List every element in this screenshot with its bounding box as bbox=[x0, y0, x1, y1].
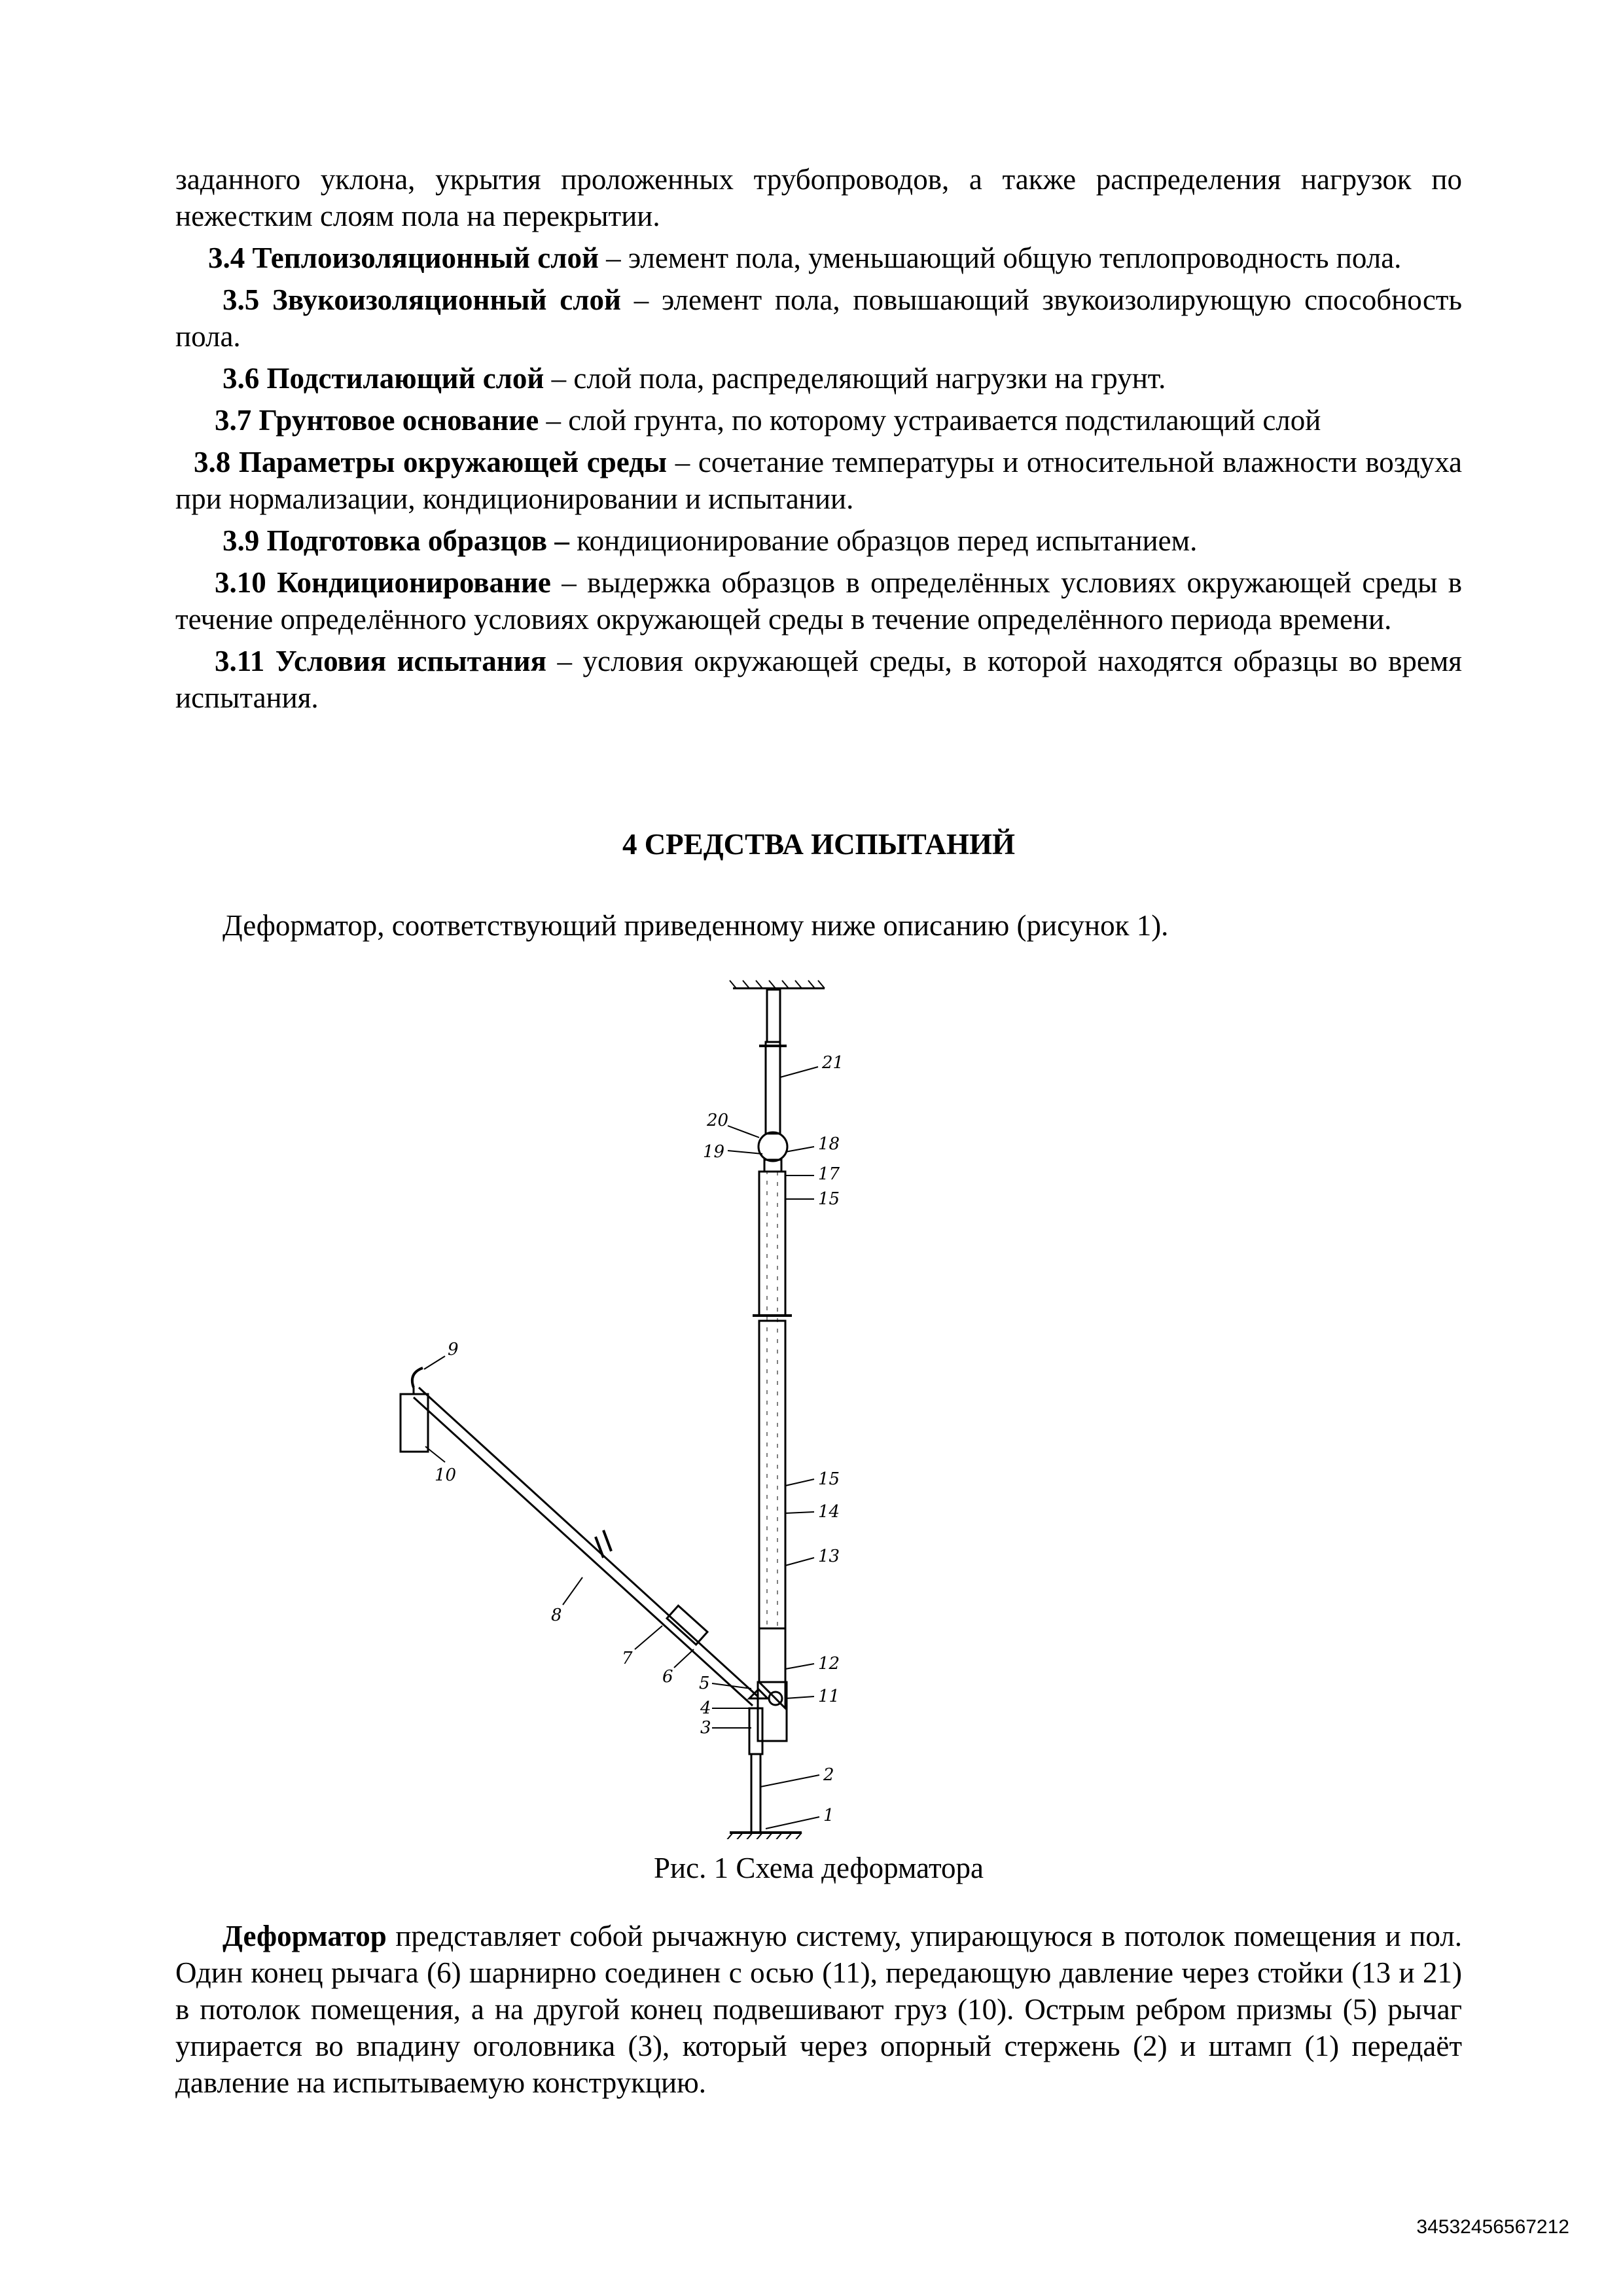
weight-10 bbox=[401, 1394, 428, 1452]
lever-break bbox=[596, 1537, 603, 1558]
term-3-11: 3.11 Условия испытания bbox=[215, 645, 546, 677]
term-3-6: 3.6 Подстилающий слой bbox=[223, 362, 544, 395]
term-3-9: 3.9 Подготовка образцов – bbox=[223, 524, 569, 557]
label-2: 2 bbox=[823, 1765, 834, 1785]
leader-18 bbox=[785, 1147, 814, 1152]
definition-3-9 bbox=[175, 522, 1462, 559]
definition-3-11 bbox=[175, 643, 1462, 716]
description-text: представляет собой рычажную систему, упирающуюся в потолок помещения и пол. Один конец рычага (6) шарнирно соединен с осью (11), передающую давление через стойки (13 и 21) в потолок помещения, а на другой конец подвешивают груз (10). Острым ребром призмы (5) рычаг упирается во впадину оголовника (3), который через опорный стержень (2) и штамп (1) передаёт давление на испытываемую конструкцию. bbox=[175, 1920, 1462, 2099]
lever-bottom-edge bbox=[414, 1397, 753, 1706]
label-7: 7 bbox=[622, 1649, 633, 1668]
definition-3-11-text: – условия окружающей среды, в которой находятся образцы во время испытания. bbox=[175, 645, 1462, 714]
description-paragraph bbox=[175, 1918, 1462, 2101]
hook-9 bbox=[412, 1368, 423, 1388]
definition-3-5-text: – элемент пола, повышающий звукоизолирующую способность пола. bbox=[175, 283, 1462, 353]
lever-top-edge bbox=[419, 1388, 758, 1696]
head-3 bbox=[749, 1708, 762, 1754]
label-16: 15 bbox=[818, 1189, 840, 1209]
stand-21 bbox=[766, 1042, 780, 1134]
definition-3-8-text: – сочетание температуры и относительной влажности воздуха при нормализации, кондиционировании и испытании. bbox=[175, 446, 1462, 515]
leader-14 bbox=[785, 1512, 814, 1513]
section-intro: Деформатор, соответствующий приведенному ниже описанию (рисунок 1). bbox=[223, 909, 1169, 942]
label-6: 6 bbox=[662, 1667, 673, 1687]
slider-7 bbox=[667, 1605, 707, 1644]
leader-10 bbox=[425, 1446, 445, 1462]
leader-12 bbox=[785, 1664, 814, 1669]
label-15: 15 bbox=[818, 1469, 840, 1489]
description-section bbox=[175, 1918, 1462, 2101]
section-heading: 4 СРЕДСТВА ИСПЫТАНИЙ bbox=[622, 828, 1016, 861]
label-17: 17 bbox=[818, 1164, 840, 1184]
definition-3-6-text: – слой пола, распределяющий нагрузки на грунт. bbox=[544, 362, 1166, 395]
tube-filling-14 bbox=[767, 1172, 777, 1628]
definition-3-5 bbox=[175, 281, 1462, 355]
label-4: 4 bbox=[700, 1698, 711, 1718]
definition-3-9-text: кондиционирование образцов перед испытанием. bbox=[569, 524, 1198, 557]
tube-13 bbox=[759, 1321, 785, 1628]
hinge-joint bbox=[758, 1132, 787, 1161]
leader-1 bbox=[766, 1817, 819, 1829]
term-3-7: 3.7 Грунтовое основание bbox=[215, 404, 539, 437]
leader-11 bbox=[785, 1696, 814, 1698]
label-8: 8 bbox=[551, 1605, 562, 1625]
definition-3-4 bbox=[175, 240, 1462, 276]
label-12: 12 bbox=[818, 1654, 840, 1674]
rod-2 bbox=[751, 1754, 760, 1833]
leader-6 bbox=[674, 1649, 694, 1668]
deformator-schematic bbox=[366, 969, 955, 1839]
definition-3-7-text: – слой грунта, по которому устраивается подстилающий слой bbox=[539, 404, 1321, 437]
leader-13 bbox=[785, 1558, 814, 1566]
label-13: 13 bbox=[818, 1547, 840, 1566]
lever-break-2 bbox=[603, 1530, 611, 1551]
label-20: 20 bbox=[707, 1111, 729, 1130]
term-deformator: Деформатор bbox=[223, 1920, 387, 1952]
definitions-section bbox=[175, 161, 1462, 716]
leader-21 bbox=[780, 1067, 818, 1077]
definition-3-10 bbox=[175, 564, 1462, 637]
label-9: 9 bbox=[448, 1340, 459, 1359]
paragraph-continuation: заданного уклона, укрытия проложенных трубопроводов, а также распределения нагрузок по нежестким слоям пола на перекрытии. bbox=[175, 163, 1462, 232]
definition-3-7 bbox=[175, 402, 1462, 439]
upper-mount bbox=[767, 990, 780, 1042]
deformator-figure bbox=[366, 969, 955, 1839]
leader-8 bbox=[563, 1577, 582, 1605]
figure-caption: Рис. 1 Схема деформатора bbox=[653, 1852, 984, 1884]
label-5: 5 bbox=[699, 1674, 710, 1693]
label-21: 21 bbox=[822, 1053, 844, 1073]
leader-15 bbox=[785, 1479, 814, 1486]
label-3: 3 bbox=[700, 1718, 711, 1738]
label-19: 19 bbox=[703, 1142, 725, 1162]
label-14: 14 bbox=[818, 1502, 840, 1522]
label-18: 18 bbox=[818, 1134, 840, 1154]
label-10: 10 bbox=[435, 1465, 457, 1485]
term-3-5: 3.5 Звукоизоляционный слой bbox=[223, 283, 621, 316]
label-1: 1 bbox=[823, 1806, 834, 1825]
definition-3-6 bbox=[175, 360, 1462, 397]
definition-3-10-text: – выдержка образцов в определённых условиях окружающей среды в течение определённого условиях окружающей среды в течение определённого периода времени. bbox=[175, 566, 1462, 636]
definition-3-4-text: – элемент пола, уменьшающий общую теплопроводность пола. bbox=[598, 242, 1402, 274]
leader-19 bbox=[728, 1151, 762, 1154]
leader-2 bbox=[760, 1775, 819, 1787]
leader-7 bbox=[635, 1626, 662, 1649]
ceiling-hatch bbox=[730, 980, 825, 988]
leader-20 bbox=[728, 1126, 759, 1138]
term-3-4: 3.4 Теплоизоляционный слой bbox=[208, 242, 599, 274]
label-11: 11 bbox=[818, 1687, 840, 1706]
tube-upper bbox=[759, 1172, 785, 1316]
term-3-8: 3.8 Параметры окружающей среды bbox=[194, 446, 668, 478]
document-id: 34532456567212 bbox=[1416, 2216, 1569, 2238]
leader-9 bbox=[424, 1356, 445, 1369]
term-3-10: 3.10 Кондиционирование bbox=[215, 566, 551, 599]
definition-3-8 bbox=[175, 444, 1462, 517]
